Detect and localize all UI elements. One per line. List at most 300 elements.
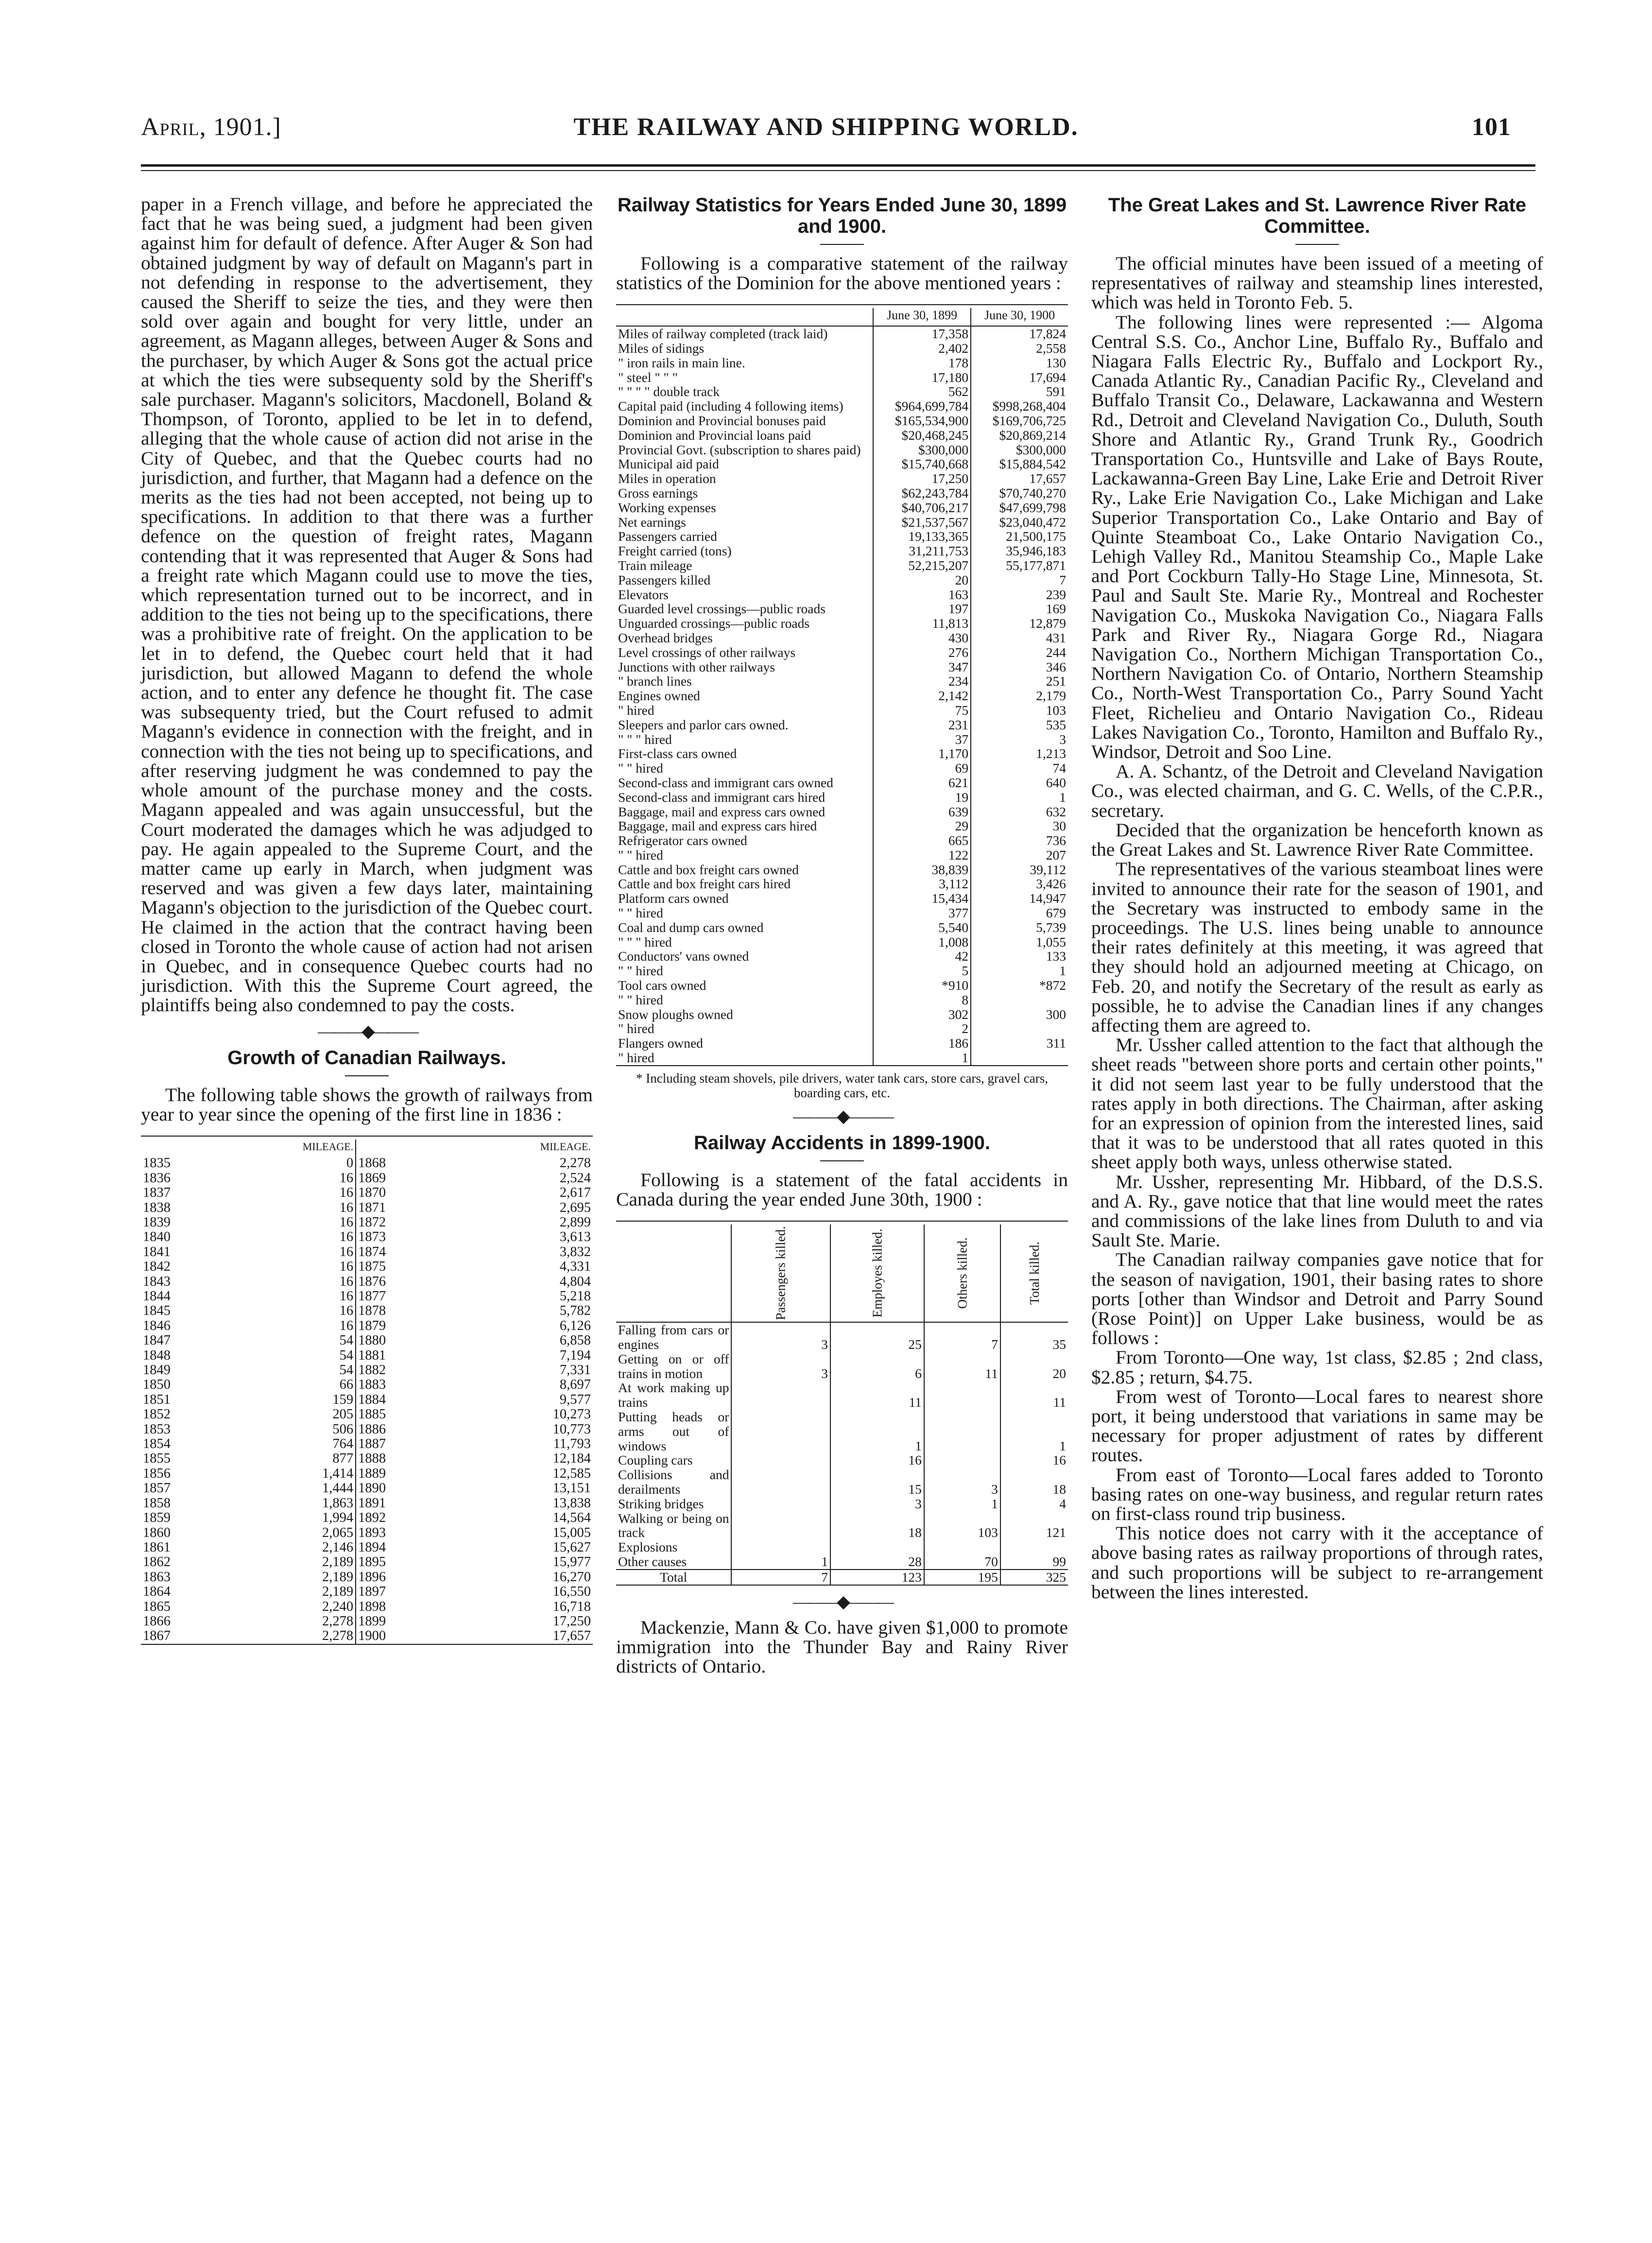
growth-year: 1898 — [358, 1599, 386, 1614]
growth-year: 1841 — [143, 1244, 171, 1260]
growth-row — [141, 1275, 593, 1289]
growth-year: 1878 — [358, 1303, 386, 1319]
stats-value-1899: 29 — [873, 819, 971, 833]
stats-title: Railway Statistics for Years Ended June 30, 1899 and 1900. — [617, 194, 1067, 237]
growth-row — [141, 1467, 593, 1481]
stats-value-1900: *872 — [1039, 978, 1066, 993]
growth-year: 1849 — [143, 1363, 171, 1378]
growth-year: 1887 — [358, 1436, 386, 1452]
stats-label: Dominion and Provincial loans paid — [618, 427, 811, 443]
acc-count: 70 — [924, 1554, 1000, 1570]
growth-year: 1852 — [143, 1407, 171, 1422]
stats-value-1899: 69 — [873, 761, 971, 776]
acc-count: 7 — [924, 1322, 1000, 1352]
stats-value-1900: 12,879 — [1029, 616, 1066, 631]
growth-year: 1867 — [143, 1628, 171, 1644]
stats-label: Passengers killed — [618, 572, 711, 587]
stats-label: Net earnings — [618, 514, 686, 530]
stats-label: Second-class and immigrant cars hired — [618, 789, 826, 805]
stats-label: " iron rails in main line. — [618, 355, 745, 370]
stats-label: Engines owned — [618, 688, 700, 704]
rate-committee-paragraph: From west of Toronto—Local fares to nearest shore port, it being understood that variations in same may be necessary for proper adjustment of rates by different routes. — [1091, 1385, 1543, 1466]
stats-row — [616, 428, 1068, 443]
acc-total-row: Total 7 123 195 325 — [616, 1570, 1068, 1585]
stats-row — [616, 1051, 1068, 1065]
growth-mileage: 3,832 — [559, 1244, 591, 1260]
growth-table-box — [141, 1136, 593, 1645]
growth-mileage: 2,240 — [242, 1600, 356, 1614]
growth-mileage: 1,994 — [242, 1511, 356, 1525]
stats-value-1899: 17,358 — [873, 326, 971, 341]
acc-count: 20 — [1000, 1352, 1068, 1381]
stats-label: " " " hired — [618, 731, 672, 747]
stats-value-1899: 430 — [873, 631, 971, 645]
stats-value-1900: 244 — [1046, 644, 1066, 660]
stats-value-1900: 239 — [1046, 587, 1066, 602]
stats-label: " " hired — [618, 847, 663, 863]
growth-mileage: 5,218 — [559, 1289, 591, 1304]
growth-mileage: 54 — [242, 1333, 356, 1348]
accidents-table-box — [616, 1221, 1068, 1585]
stats-value-1900: 431 — [1046, 630, 1066, 645]
growth-year: 1865 — [143, 1599, 171, 1614]
acc-count — [731, 1511, 830, 1540]
acc-count: 35 — [1000, 1322, 1068, 1352]
stats-value-1900: 679 — [1046, 905, 1066, 921]
stats-row — [616, 993, 1068, 1007]
acc-head-employes: Employes killed. — [830, 1225, 924, 1322]
growth-mileage: 17,657 — [552, 1628, 591, 1644]
stats-value-1900: 1,213 — [1036, 746, 1066, 761]
growth-mileage: 16 — [242, 1275, 356, 1289]
stats-value-1899: $964,699,784 — [873, 399, 971, 414]
acc-count: 6 — [830, 1352, 924, 1381]
rate-committee-paragraph: From east of Toronto—Local fares added to Toronto basing rates on one-way business, and regular return rates on first-class round trip business. — [1091, 1464, 1543, 1524]
acc-count: 18 — [830, 1511, 924, 1540]
stats-row — [616, 906, 1068, 920]
growth-year: 1888 — [358, 1451, 386, 1467]
growth-mileage: 13,838 — [552, 1495, 591, 1511]
growth-year: 1868 — [358, 1156, 386, 1171]
stats-row — [616, 819, 1068, 833]
growth-mileage: 16 — [242, 1245, 356, 1260]
growth-year: 1881 — [358, 1347, 386, 1363]
growth-mileage: 15,005 — [552, 1525, 591, 1540]
growth-row — [141, 1437, 593, 1451]
acc-row — [616, 1540, 1068, 1554]
growth-mileage: 6,858 — [559, 1333, 591, 1348]
stats-label: Sleepers and parlor cars owned. — [618, 717, 789, 732]
growth-mileage: 16 — [242, 1304, 356, 1318]
stats-value-1899: 1,008 — [873, 935, 971, 949]
acc-count — [924, 1453, 1000, 1467]
growth-year: 1894 — [358, 1539, 386, 1555]
acc-cause: Striking bridges — [618, 1496, 704, 1511]
stats-value-1900: 5,739 — [1036, 919, 1066, 935]
stats-value-1900: 311 — [1046, 1035, 1066, 1051]
growth-year: 1855 — [143, 1451, 171, 1467]
growth-title: Growth of Canadian Railways. — [227, 1047, 506, 1069]
growth-mileage: 205 — [242, 1407, 356, 1422]
stats-row — [616, 471, 1068, 486]
growth-mileage: 4,331 — [559, 1259, 591, 1275]
stats-table — [616, 308, 1068, 1065]
growth-year: 1853 — [143, 1421, 171, 1437]
growth-mileage: 16,718 — [552, 1599, 591, 1614]
growth-year: 1872 — [358, 1214, 386, 1230]
acc-cause: Getting on or off trains in motion — [618, 1351, 729, 1381]
stats-value-1900: 207 — [1046, 847, 1066, 863]
stats-value-1899: 302 — [873, 1007, 971, 1022]
stats-value-1900: 535 — [1046, 717, 1066, 732]
growth-mileage: 16 — [242, 1186, 356, 1200]
stats-row — [616, 370, 1068, 385]
acc-cause: Collisions and derailments — [618, 1467, 729, 1497]
growth-mileage: 12,184 — [552, 1451, 591, 1467]
stats-value-1899: 1,170 — [873, 746, 971, 761]
acc-row — [616, 1322, 1068, 1352]
stats-value-1899: 621 — [873, 776, 971, 790]
acc-count: 3 — [731, 1322, 830, 1352]
rate-committee-paragraph: A. A. Schantz, of the Detroit and Cleveland Navigation Co., was elected chairman, and G. C. Wells, of the C.P.R., secretary. — [1091, 760, 1543, 821]
stats-row — [616, 674, 1068, 689]
growth-mileage: 159 — [242, 1393, 356, 1407]
stats-row — [616, 863, 1068, 877]
acc-count: 28 — [830, 1554, 924, 1570]
stats-value-1899: 1 — [873, 1051, 971, 1065]
stats-label: Dominion and Provincial bonuses paid — [618, 413, 826, 428]
stats-value-1899: 8 — [873, 993, 971, 1007]
growth-row — [141, 1363, 593, 1378]
stats-value-1900: $20,869,214 — [999, 427, 1066, 443]
section-ornament: ———◆——— — [793, 1591, 891, 1611]
growth-mileage: 54 — [242, 1363, 356, 1378]
growth-mileage: 5,782 — [559, 1303, 591, 1319]
growth-mileage: 8,697 — [559, 1377, 591, 1393]
acc-cause: Falling from cars or engines — [618, 1322, 729, 1352]
stats-label: First-class cars owned — [618, 746, 737, 761]
growth-year: 1850 — [143, 1377, 171, 1393]
stats-footnote: * Including steam shovels, pile drivers, water tank cars, store cars, gravel cars, boarding cars, etc. — [636, 1070, 1048, 1100]
mileage-header-right: MILEAGE. — [540, 1140, 591, 1153]
acc-row — [616, 1511, 1068, 1540]
growth-row — [141, 1260, 593, 1274]
growth-year: 1854 — [143, 1436, 171, 1452]
stats-label: " hired — [618, 702, 654, 718]
stats-value-1899: 52,215,207 — [873, 558, 971, 573]
growth-year: 1893 — [358, 1525, 386, 1540]
acc-count: 25 — [830, 1322, 924, 1352]
growth-table — [141, 1139, 593, 1644]
growth-mileage: 7,194 — [559, 1347, 591, 1363]
stats-value-1899: *910 — [873, 978, 971, 993]
growth-row — [141, 1186, 593, 1200]
stats-label: Elevators — [618, 587, 669, 602]
acc-head-passengers: Passengers killed. — [731, 1225, 830, 1322]
growth-row — [141, 1171, 593, 1186]
stats-row — [616, 689, 1068, 703]
growth-row — [141, 1304, 593, 1318]
stats-value-1899: 665 — [873, 833, 971, 848]
stats-label: Municipal aid paid — [618, 456, 719, 472]
growth-year: 1884 — [358, 1392, 386, 1407]
growth-row — [141, 1614, 593, 1629]
growth-mileage: 16 — [242, 1289, 356, 1304]
stats-value-1899: $20,468,245 — [873, 428, 971, 443]
growth-row — [141, 1422, 593, 1437]
acc-count: 18 — [1000, 1467, 1068, 1497]
stats-row — [616, 356, 1068, 370]
stats-value-1899: $40,706,217 — [873, 500, 971, 515]
page-number: 101 — [1472, 113, 1511, 141]
stats-value-1900: $70,740,270 — [999, 485, 1066, 500]
acc-count — [731, 1497, 830, 1511]
stats-row — [616, 515, 1068, 530]
stats-value-1900: 17,657 — [1029, 471, 1066, 486]
growth-year: 1864 — [143, 1584, 171, 1600]
growth-mileage: 2,189 — [242, 1570, 356, 1585]
column-3 — [1091, 194, 1543, 1602]
stats-label: Passengers carried — [618, 529, 717, 544]
stats-row — [616, 544, 1068, 558]
rate-committee-paragraph: Decided that the organization be henceforth known as the Great Lakes and St. Lawrence River Rate Committee. — [1091, 819, 1543, 861]
rate-committee-paragraph: The Canadian railway companies gave notice that for the season of navigation, 1901, their basing rates to shore ports [other than Windsor and Detroit and Parry Sound (Rose Point)] on Upper Lake business, would be as follows : — [1091, 1249, 1543, 1349]
title-dash — [345, 1075, 389, 1076]
acc-count — [731, 1410, 830, 1453]
stats-value-1900: 74 — [1052, 760, 1066, 776]
stats-row — [616, 891, 1068, 906]
growth-row — [141, 1407, 593, 1422]
stats-value-1899: 17,180 — [873, 370, 971, 385]
stats-row — [616, 935, 1068, 949]
growth-year: 1836 — [143, 1170, 171, 1186]
stats-value-1900: 251 — [1046, 673, 1066, 689]
acc-cause: Other causes — [618, 1554, 687, 1569]
acc-cause: Putting heads or arms out of windows — [618, 1409, 729, 1453]
growth-year: 1840 — [143, 1229, 171, 1245]
growth-row — [141, 1378, 593, 1392]
growth-year: 1900 — [358, 1628, 386, 1644]
article-continuation: paper in a French village, and before he appreciated the fact that he was being sued, a judgment had been given against him for default of defence. After Auger & Son had obtained judgment by way of default on Magann's part in not defending in response to the advertisement, they caused the Sheriff to seize the ties, and they were then sold over again and bought for very little, under an agreement, as Magann alleges, between Auger & Sons and the purchaser, by which Auger & Sons got the actual price at which the ties were subsequenty sold by the Sheriff's sale purchaser. Magann's solicitors, Macdonell, Boland & Thompson, of Toronto, applied to be let in to defend, alleging that the whole cause of action did not arise in the City of Quebec, and that the Quebec courts had no jurisdiction, and further, that Magann had a defence on the merits as the ties had not been accepted, not being up to specifications. In addition to that there was a further defence on the question of freight rates, Magann contending that it was represented that Auger & Sons had a freight rate which Magann could use to move the ties, which representation turned out to be incorrect, and in addition to the ties not being up to the specifications, there was a prohibitive rate of freight. On the application to be let in to defend, the Quebec court held that it had jurisdiction, but allowed Magann to defend the whole action, and to enter any defence he thought fit. The case was subsequenty tried, but the Court refused to admit Magann's evidence in connection with the freight, and in connection with the ties not being up to specifications, and after reserving judgment he was condemned to pay the whole amount of the purchase money and the costs. Magann appealed and was again unsuccessful, but the Court moderated the damages which he was adjudged to pay. He again appealed to the Supreme Court, and the matter came up early in March, when judgment was reserved and was given a few days later, maintaining Magann's objection to the jurisdiction of the Quebec court. He claimed in the action that the contract having been closed in Toronto the whole cause of action had not arisen in Quebec, and in consequence Quebec courts had no jurisdiction. With this the Supreme Court agreed, the plaintiffs being also condemned to pay the costs. — [141, 193, 593, 1016]
growth-row — [141, 1393, 593, 1407]
rate-committee-title: The Great Lakes and St. Lawrence River Rate Committee. — [1108, 194, 1527, 237]
growth-row — [141, 1496, 593, 1511]
stats-label: Junctions with other railways — [618, 659, 775, 674]
stats-label: Overhead bridges — [618, 630, 713, 645]
acc-count: 99 — [1000, 1554, 1068, 1570]
growth-year: 1874 — [358, 1244, 386, 1260]
growth-mileage: 2,617 — [559, 1185, 591, 1201]
growth-year: 1879 — [358, 1318, 386, 1333]
growth-row — [141, 1319, 593, 1333]
stats-value-1900: 35,946,183 — [1006, 543, 1066, 559]
growth-mileage: 2,524 — [559, 1170, 591, 1186]
growth-year: 1877 — [358, 1289, 386, 1304]
growth-mileage: 3,613 — [559, 1229, 591, 1245]
rate-committee-paragraph: Mr. Ussher called attention to the fact that although the sheet reads "between shore ports and certain other points," it did not seem last year to be fully understood that the rates apply in both directions. The Chairman, after asking for an expression of opinion from the interested lines, said that it was to be understood that all rates quoted in this sheet apply both ways, unless otherwise stated. — [1091, 1034, 1543, 1173]
growth-year: 1871 — [358, 1200, 386, 1215]
stats-row — [616, 587, 1068, 602]
growth-year: 1873 — [358, 1229, 386, 1245]
acc-count: 3 — [830, 1497, 924, 1511]
growth-mileage: 16 — [242, 1230, 356, 1244]
growth-row — [141, 1215, 593, 1230]
growth-year: 1866 — [143, 1613, 171, 1629]
growth-year: 1883 — [358, 1377, 386, 1393]
acc-count — [924, 1540, 1000, 1554]
title-dash — [820, 1160, 864, 1161]
stats-row — [616, 978, 1068, 993]
stats-value-1899: $165,534,900 — [873, 414, 971, 428]
growth-mileage: 4,804 — [559, 1274, 591, 1289]
growth-year: 1856 — [143, 1466, 171, 1481]
stats-label: Baggage, mail and express cars hired — [618, 818, 817, 834]
stats-value-1900: 14,947 — [1029, 891, 1066, 906]
growth-year: 1890 — [358, 1481, 386, 1496]
growth-mileage: 2,146 — [242, 1540, 356, 1555]
stats-value-1900: 640 — [1046, 775, 1066, 790]
growth-row — [141, 1570, 593, 1585]
acc-head-others: Others killed. — [924, 1225, 1000, 1322]
rate-committee-paragraph: This notice does not carry with it the acceptance of above basing rates as railway proportions of through rates, and such proportions will be subject to re-arrangement between the lines interested. — [1091, 1522, 1543, 1603]
stats-label: Tool cars owned — [618, 978, 706, 993]
growth-row — [141, 1540, 593, 1555]
mileage-header-left: MILEAGE. — [141, 1139, 356, 1156]
stats-label: Cattle and box freight cars hired — [618, 876, 791, 892]
stats-value-1899: 178 — [873, 356, 971, 370]
stats-label: Freight carried (tons) — [618, 543, 732, 559]
growth-mileage: 2,189 — [242, 1585, 356, 1599]
growth-row — [141, 1526, 593, 1540]
stats-table-box — [616, 304, 1068, 1066]
stats-value-1900: 133 — [1046, 949, 1066, 964]
stats-value-1900: 3,426 — [1036, 876, 1066, 892]
stats-row — [616, 384, 1068, 399]
growth-year: 1837 — [143, 1185, 171, 1201]
stats-value-1899: 42 — [873, 949, 971, 964]
acc-count: 16 — [1000, 1453, 1068, 1467]
stats-row — [616, 558, 1068, 573]
growth-row — [141, 1245, 593, 1260]
stats-label: " " hired — [618, 992, 663, 1007]
stats-value-1899: 5 — [873, 964, 971, 978]
stats-row — [616, 399, 1068, 414]
stats-label: Capital paid (including 4 following items) — [618, 398, 843, 414]
acc-row — [616, 1554, 1068, 1570]
stats-value-1899: 3,112 — [873, 877, 971, 891]
growth-row — [141, 1333, 593, 1348]
acc-cause: Walking or being on track — [618, 1510, 729, 1540]
stats-value-1899: 17,250 — [873, 471, 971, 486]
acc-head-total: Total killed. — [1000, 1225, 1068, 1322]
stats-row — [616, 920, 1068, 935]
section-ornament: ———◆——— — [318, 1021, 416, 1041]
stats-label: Platform cars owned — [618, 891, 729, 906]
acc-count: 3 — [924, 1467, 1000, 1497]
stats-value-1900: 300 — [1046, 1006, 1066, 1022]
stats-row — [616, 776, 1068, 790]
stats-row — [616, 790, 1068, 805]
stats-label: Guarded level crossings—public roads — [618, 601, 826, 617]
growth-mileage: 9,577 — [559, 1392, 591, 1407]
stats-intro: Following is a comparative statement of the railway statistics of the Dominion for the above mentioned years : — [616, 253, 1068, 294]
stats-label: Gross earnings — [618, 485, 698, 500]
stats-label: Train mileage — [618, 557, 692, 573]
stats-label: " branch lines — [618, 673, 692, 689]
stats-value-1900: 2,558 — [1036, 341, 1066, 356]
acc-count: 11 — [924, 1352, 1000, 1381]
section-ornament: ———◆——— — [793, 1106, 891, 1126]
growth-mileage: 2,065 — [242, 1526, 356, 1540]
growth-mileage: 16 — [242, 1260, 356, 1274]
rate-committee-paragraph: From Toronto—One way, 1st class, $2.85 ; 2nd class, $2.85 ; return, $4.75. — [1091, 1346, 1543, 1388]
stats-row — [616, 645, 1068, 660]
growth-mileage: 17,250 — [552, 1613, 591, 1629]
growth-mileage: 15,977 — [552, 1554, 591, 1570]
stats-value-1900: 17,824 — [1029, 326, 1066, 342]
stats-label: " steel " " " — [618, 369, 678, 385]
growth-year: 1848 — [143, 1347, 171, 1363]
stats-row — [616, 746, 1068, 761]
acc-cause: Explosions — [618, 1539, 678, 1555]
acc-row — [616, 1352, 1068, 1381]
stats-value-1899: 5,540 — [873, 920, 971, 935]
stats-value-1900: 1 — [1059, 963, 1066, 979]
stats-value-1900: 103 — [1046, 702, 1066, 718]
growth-year: 1876 — [358, 1274, 386, 1289]
stats-label: " " hired — [618, 760, 663, 776]
acc-cause: At work making up trains — [618, 1380, 729, 1410]
growth-row — [141, 1600, 593, 1614]
acc-count — [924, 1380, 1000, 1410]
stats-value-1899: 37 — [873, 732, 971, 747]
stats-value-1900 — [971, 1021, 1068, 1036]
acc-count — [731, 1380, 830, 1410]
stats-value-1899: 276 — [873, 645, 971, 660]
growth-year: 1863 — [143, 1569, 171, 1585]
stats-row — [616, 341, 1068, 356]
growth-year: 1844 — [143, 1289, 171, 1304]
rate-committee-paragraph: Mr. Ussher, representing Mr. Hibbard, of the D.S.S. and A. Ry., gave notice that that line would meet the rates and commissions of the lake lines from Duluth to and via Sault Ste. Marie. — [1091, 1171, 1543, 1251]
stats-value-1899: 20 — [873, 573, 971, 587]
growth-mileage: 2,189 — [242, 1555, 356, 1570]
stats-value-1900: 1 — [1059, 789, 1066, 805]
growth-year: 1870 — [358, 1185, 386, 1201]
acc-count: 11 — [830, 1380, 924, 1410]
stats-header-1900: June 30, 1900 — [971, 308, 1068, 326]
growth-year: 1875 — [358, 1259, 386, 1275]
stats-value-1899: 19,133,365 — [873, 529, 971, 544]
growth-year: 1899 — [358, 1613, 386, 1629]
growth-mileage: 12,585 — [552, 1466, 591, 1481]
stats-label: Coal and dump cars owned — [618, 919, 764, 935]
stats-row — [616, 805, 1068, 819]
stats-row — [616, 949, 1068, 964]
rate-committee-body — [1091, 254, 1543, 1602]
acc-row — [616, 1380, 1068, 1410]
growth-mileage: 16 — [242, 1201, 356, 1215]
stats-row — [616, 1007, 1068, 1022]
stats-row — [616, 631, 1068, 645]
stats-value-1899: 639 — [873, 805, 971, 819]
acc-count: 4 — [1000, 1497, 1068, 1511]
growth-year: 1835 — [143, 1156, 171, 1171]
growth-year: 1839 — [143, 1214, 171, 1230]
stats-row — [616, 877, 1068, 891]
growth-year: 1886 — [358, 1421, 386, 1437]
accidents-intro: Following is a statement of the fatal accidents in Canada during the year ended June 30th, 1900 : — [616, 1169, 1068, 1210]
growth-mileage: 10,273 — [552, 1407, 591, 1422]
